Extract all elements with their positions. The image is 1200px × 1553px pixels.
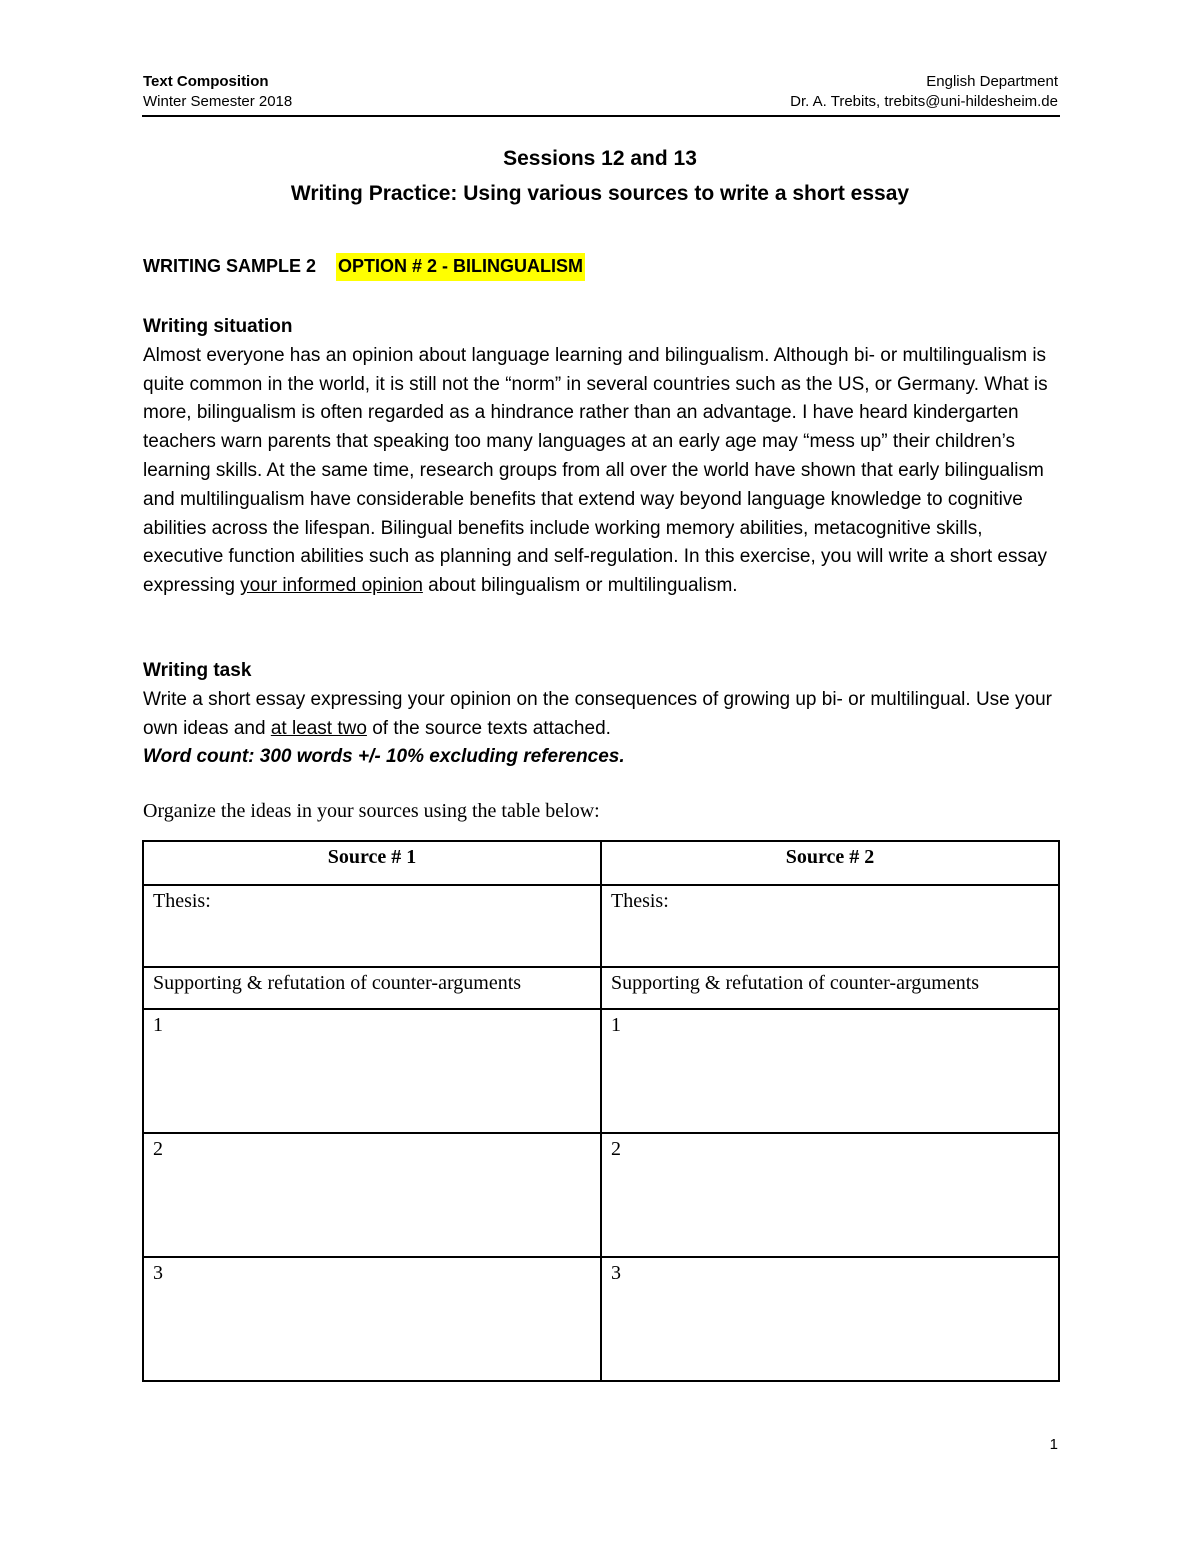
task-text-part: Write a short essay expressing your opinion on the consequences of growing up bi- or multilingual. Use your own ideas and [143,688,1052,739]
instructor: Dr. A. Trebits, trebits@uni-hildesheim.de [790,93,1058,110]
source-1-argument-2: 2 [143,1133,601,1257]
task-underlined-text: at least two [270,717,367,739]
writing-task-section [143,657,1063,772]
writing-task-heading: Writing task [143,660,252,681]
table-row [143,1257,1059,1381]
situation-text-part: Almost everyone has an opinion about language learning and bilingualism. Although bi- or multilingualism is quite common in the world, it is still not the “norm” in several countries such as the US, or Germany. What is more, bilingualism is often regarded as a hindrance rather than an advantage. I have heard kindergarten teachers warn parents that speaking too many languages at an early age may “mess up” their children’s learning skills. At the same time, research groups from all over the world have shown that early bilingualism and multilingualism have considerable benefits that extend way beyond language knowledge to cognitive abilities across the lifespan. Bilingual benefits include working memory abilities, metacognitive skills, executive function abilities such as planning and self-regulation. In this exercise, you will write a short essay expressing [143,344,1048,597]
header-left [143,72,292,112]
source-1-argument-1: 1 [143,1009,601,1133]
writing-situation-heading: Writing situation [143,316,293,337]
page-number: 1 [1049,1436,1058,1453]
page-title: Sessions 12 and 13 [503,147,697,170]
header-divider [142,115,1060,117]
word-count: Word count: 300 words +/- 10% excluding references. [143,746,625,768]
source-table [142,840,1060,1382]
source-2-argument-2: 2 [601,1133,1059,1257]
situation-text-end: about bilingualism or multilingualism. [422,575,738,597]
writing-situation-section [143,313,1063,601]
table-header-row [143,841,1059,885]
option-highlight: OPTION # 2 - BILINGUALISM [336,253,585,281]
task-text-end: of the source texts attached. [366,717,611,739]
course-name: Text Composition [143,73,269,90]
table-row [143,1009,1059,1133]
supporting-row [143,967,1059,1009]
page-subtitle: Writing Practice: Using various sources to write a short essay [290,182,910,205]
writing-sample-line [143,256,585,277]
source-2-argument-3: 3 [601,1257,1059,1381]
table-row [143,1133,1059,1257]
writing-situation-text [143,342,1063,601]
source-2-header: Source # 2 [601,841,1059,885]
header-right [790,72,1058,112]
source-1-supporting: Supporting & refutation of counter-arguments [143,967,601,1009]
thesis-row [143,885,1059,967]
writing-sample-label: WRITING SAMPLE 2 [143,256,317,276]
source-2-thesis: Thesis: [601,885,1059,967]
semester: Winter Semester 2018 [143,93,293,110]
situation-underlined-text: your informed opinion [240,575,423,597]
organize-instruction: Organize the ideas in your sources using the table below: [143,800,600,822]
source-1-thesis: Thesis: [143,885,601,967]
department: English Department [926,73,1058,90]
source-2-argument-1: 1 [601,1009,1059,1133]
source-1-header: Source # 1 [143,841,601,885]
source-2-supporting: Supporting & refutation of counter-arguments [601,967,1059,1009]
source-1-argument-3: 3 [143,1257,601,1381]
writing-task-text [143,686,1063,744]
